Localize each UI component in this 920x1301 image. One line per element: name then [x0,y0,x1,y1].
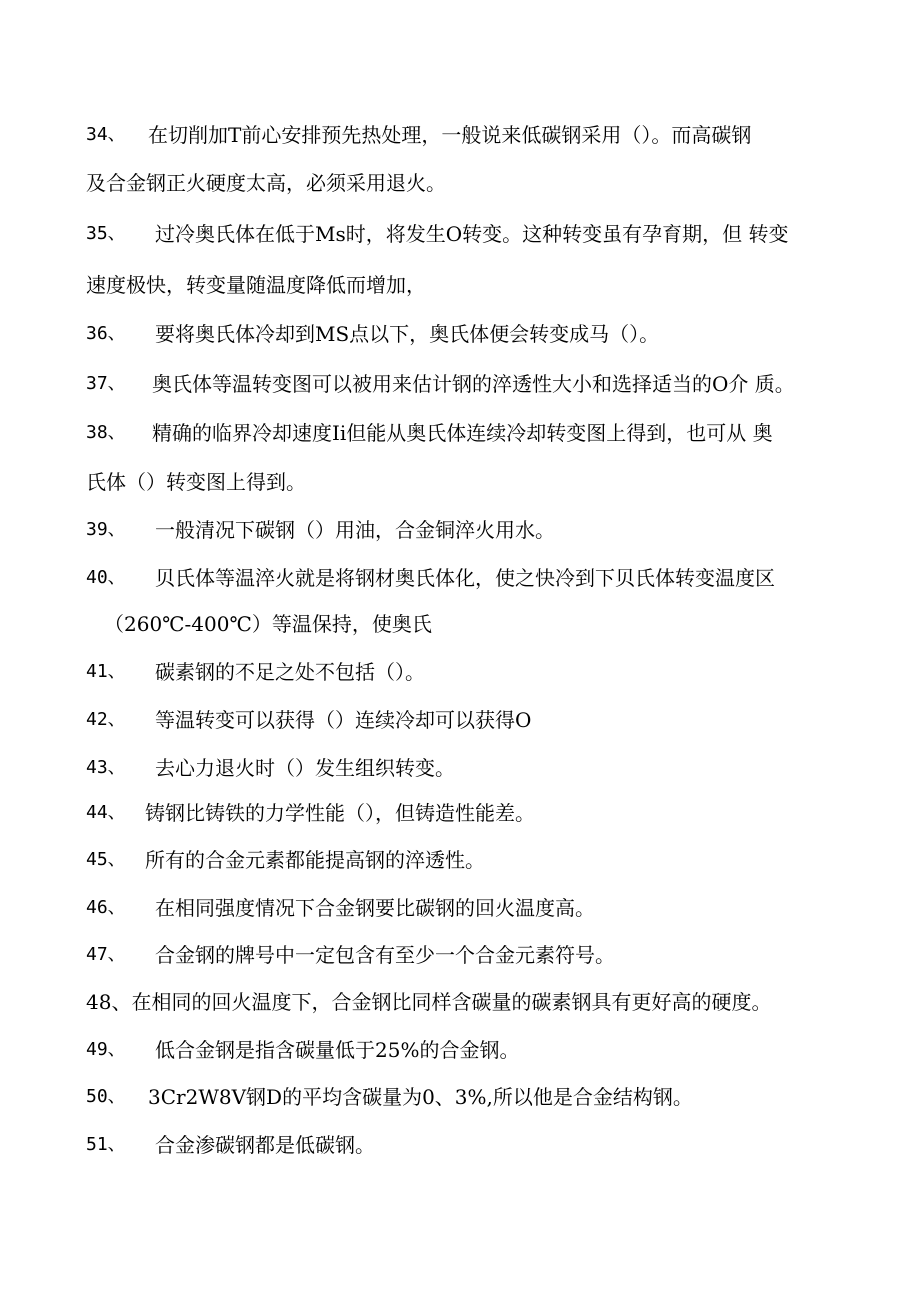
question-number: 50、 [86,1086,126,1107]
question-number: 51、 [86,1134,126,1155]
question-number: 38、 [86,422,126,443]
question-number: 47、 [86,944,126,965]
question-text: 合金钢的牌号中一定包含有至少一个合金元素符号。 [155,943,615,967]
question-text-continued: 速度极快，转变量随温度降低而增加， [86,273,426,297]
question-number: 34、 [86,124,126,145]
question-text: 合金渗碳钢都是低碳钢。 [155,1133,375,1157]
question-text: 一般清况下碳钢（）用油，合金铜淬火用水。 [155,518,555,542]
question-text-full: 48、在相同的回火温度下，合金钢比同样含碳量的碳素钢具有更好高的硬度。 [86,990,772,1014]
question-number: 42、 [86,709,126,730]
question-text: 奥氏体等温转变图可以被用来估计钢的淬透性大小和选择适当的O介 质。 [152,372,795,396]
question-number: 44、 [86,802,126,823]
question-number: 37、 [86,373,126,394]
question-text: 去心力退火时（）发生组织转变。 [155,756,455,780]
question-number: 43、 [86,757,126,778]
question-number: 35、 [86,223,126,244]
question-text: 3Cr2W8V钢D的平均含碳量为0、3%,所以他是合金结构钢。 [148,1085,693,1109]
question-number: 49、 [86,1039,126,1060]
question-text: 所有的合金元素都能提高钢的淬透性。 [145,848,485,872]
question-number: 40、 [86,567,126,588]
question-text: 等温转变可以获得（）连续冷却可以获得O [155,708,532,732]
question-text: 要将奥氏体冷却到MS点以下，奥氏体便会转变成马（）。 [155,322,660,346]
question-number: 46、 [86,897,126,918]
question-text-continued: 及合金钢正火硬度太高，必须采用退火。 [86,171,446,195]
question-text: 精确的临界冷却速度Ii但能从奥氏体连续冷却转变图上得到，也可从 奥 [152,421,773,445]
question-text: 过冷奥氏体在低于Ms时，将发生O转变。这种转变虽有孕育期，但 转变 [155,222,789,246]
question-text: 铸钢比铸铁的力学性能（），但铸造性能差。 [145,801,535,825]
question-text: 在相同强度情况下合金钢要比碳钢的回火温度高。 [155,896,595,920]
question-number: 39、 [86,519,126,540]
question-text: 贝氏体等温淬火就是将钢材奥氏体化，使之快冷到下贝氏体转变温度区 [155,566,775,590]
question-text: 低合金钢是指含碳量低于25%的合金钢。 [155,1038,520,1062]
question-text: 在切削加T前心安排预先热处理，一般说来低碳钢采用（）。而高碳钢 [148,123,752,147]
question-text-continued: （260℃-400℃）等温保持，使奥氏 [104,612,432,636]
question-number: 45、 [86,849,126,870]
question-number: 41、 [86,661,126,682]
question-text: 碳素钢的不足之处不包括（）。 [155,660,425,684]
question-text-continued: 氏体（）转变图上得到。 [86,470,306,494]
question-number: 36、 [86,323,126,344]
